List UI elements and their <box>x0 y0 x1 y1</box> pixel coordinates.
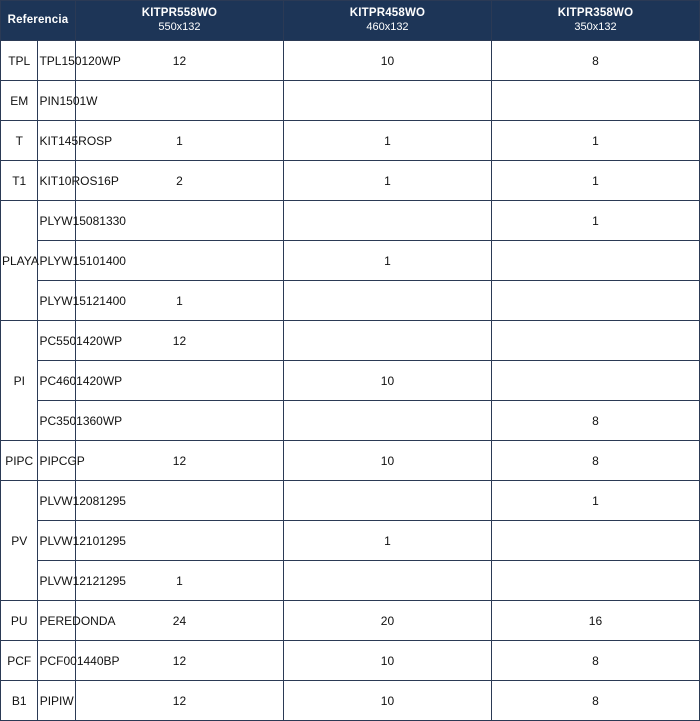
quantity-cell-kit-2 <box>283 321 491 361</box>
quantity-cell-kit-3 <box>491 81 699 121</box>
quantity-cell-kit-2: 10 <box>283 441 491 481</box>
table-row <box>1 561 700 601</box>
quantity-cell-kit-2: 1 <box>283 121 491 161</box>
quantity-cell-kit-3 <box>491 321 699 361</box>
reference-cell: PC5501420WP <box>38 321 75 361</box>
quantity-cell-kit-3 <box>491 361 699 401</box>
quantity-cell-kit-1: 1 <box>75 281 283 321</box>
header-kit-2 <box>283 1 491 41</box>
header-reference <box>1 1 76 41</box>
quantity-cell-kit-1: 1 <box>75 561 283 601</box>
quantity-cell-kit-2: 10 <box>283 681 491 721</box>
quantity-cell-kit-3: 16 <box>491 601 699 641</box>
quantity-cell-kit-3: 8 <box>491 681 699 721</box>
quantity-cell-kit-3: 1 <box>491 201 699 241</box>
quantity-cell-kit-3: 1 <box>491 481 699 521</box>
header-kit-3 <box>491 1 699 41</box>
quantity-cell-kit-1: 12 <box>75 41 283 81</box>
table-row <box>1 321 700 361</box>
quantity-cell-kit-2: 10 <box>283 41 491 81</box>
reference-cell: PC4601420WP <box>38 361 75 401</box>
table-row <box>1 641 700 681</box>
group-cell: PV <box>1 481 38 601</box>
reference-cell: PIPCGP <box>38 441 75 481</box>
header-kit-2-code: KITPR458WO <box>349 7 426 20</box>
reference-cell: PLVW12081295 <box>38 481 75 521</box>
group-cell: PLAYA <box>1 201 38 321</box>
quantity-cell-kit-2 <box>283 401 491 441</box>
group-cell: PI <box>1 321 38 441</box>
header-kit-2-size: 460x132 <box>366 20 409 33</box>
quantity-cell-kit-3: 1 <box>491 121 699 161</box>
table-row <box>1 81 700 121</box>
quantity-cell-kit-3 <box>491 521 699 561</box>
quantity-cell-kit-2 <box>283 561 491 601</box>
reference-cell: PLYW15081330 <box>38 201 75 241</box>
quantity-cell-kit-3 <box>491 281 699 321</box>
quantity-cell-kit-3 <box>491 241 699 281</box>
table-row <box>1 121 700 161</box>
table-row <box>1 681 700 721</box>
table-row <box>1 161 700 201</box>
quantity-cell-kit-2 <box>283 481 491 521</box>
header-kit-1-code: KITPR558WO <box>141 7 218 20</box>
table-header-row <box>1 1 700 41</box>
quantity-cell-kit-3: 8 <box>491 641 699 681</box>
quantity-cell-kit-3 <box>491 561 699 601</box>
quantity-cell-kit-3: 1 <box>491 161 699 201</box>
reference-cell: KIT145ROSP <box>38 121 75 161</box>
table-row <box>1 41 700 81</box>
table-row <box>1 601 700 641</box>
table-body <box>1 41 700 721</box>
table-row <box>1 361 700 401</box>
quantity-cell-kit-3: 8 <box>491 41 699 81</box>
quantity-cell-kit-2: 10 <box>283 641 491 681</box>
quantity-cell-kit-2 <box>283 81 491 121</box>
reference-cell: PC3501360WP <box>38 401 75 441</box>
quantity-cell-kit-3: 8 <box>491 441 699 481</box>
header-kit-1 <box>75 1 283 41</box>
table-row <box>1 241 700 281</box>
quantity-cell-kit-2 <box>283 281 491 321</box>
quantity-cell-kit-3: 8 <box>491 401 699 441</box>
quantity-cell-kit-1: 12 <box>75 321 283 361</box>
reference-cell: PLVW12101295 <box>38 521 75 561</box>
quantity-cell-kit-1: 12 <box>75 681 283 721</box>
quantity-cell-kit-2: 20 <box>283 601 491 641</box>
quantity-cell-kit-1: 12 <box>75 641 283 681</box>
quantity-cell-kit-2: 1 <box>283 521 491 561</box>
quantity-cell-kit-2: 1 <box>283 161 491 201</box>
quantity-cell-kit-1: 1 <box>75 121 283 161</box>
group-cell: EM <box>1 81 38 121</box>
quantity-cell-kit-1 <box>75 81 283 121</box>
quantity-cell-kit-1: 2 <box>75 161 283 201</box>
quantity-cell-kit-1: 12 <box>75 441 283 481</box>
header-reference-label: Referencia <box>7 14 69 27</box>
reference-cell: PEREDONDA <box>38 601 75 641</box>
quantity-cell-kit-2 <box>283 201 491 241</box>
table-row <box>1 441 700 481</box>
group-cell: PU <box>1 601 38 641</box>
table-row <box>1 481 700 521</box>
group-cell: TPL <box>1 41 38 81</box>
quantity-cell-kit-1: 24 <box>75 601 283 641</box>
quantity-cell-kit-2: 1 <box>283 241 491 281</box>
table-row <box>1 401 700 441</box>
reference-cell: PIPIW <box>38 681 75 721</box>
group-cell: PIPC <box>1 441 38 481</box>
reference-cell: PLVW12121295 <box>38 561 75 601</box>
header-kit-3-code: KITPR358WO <box>557 7 634 20</box>
group-cell: B1 <box>1 681 38 721</box>
header-kit-3-size: 350x132 <box>574 20 617 33</box>
reference-cell: PIN1501W <box>38 81 75 121</box>
reference-cell: PLYW15121400 <box>38 281 75 321</box>
reference-cell: PCF001440BP <box>38 641 75 681</box>
table-row <box>1 201 700 241</box>
group-cell: PCF <box>1 641 38 681</box>
quantity-cell-kit-2: 10 <box>283 361 491 401</box>
reference-cell: KIT10ROS16P <box>38 161 75 201</box>
reference-cell: TPL150120WP <box>38 41 75 81</box>
table-row <box>1 281 700 321</box>
group-cell: T <box>1 121 38 161</box>
table-header <box>1 1 700 41</box>
group-cell: T1 <box>1 161 38 201</box>
header-kit-1-size: 550x132 <box>158 20 201 33</box>
reference-cell: PLYW15101400 <box>38 241 75 281</box>
table-row <box>1 521 700 561</box>
